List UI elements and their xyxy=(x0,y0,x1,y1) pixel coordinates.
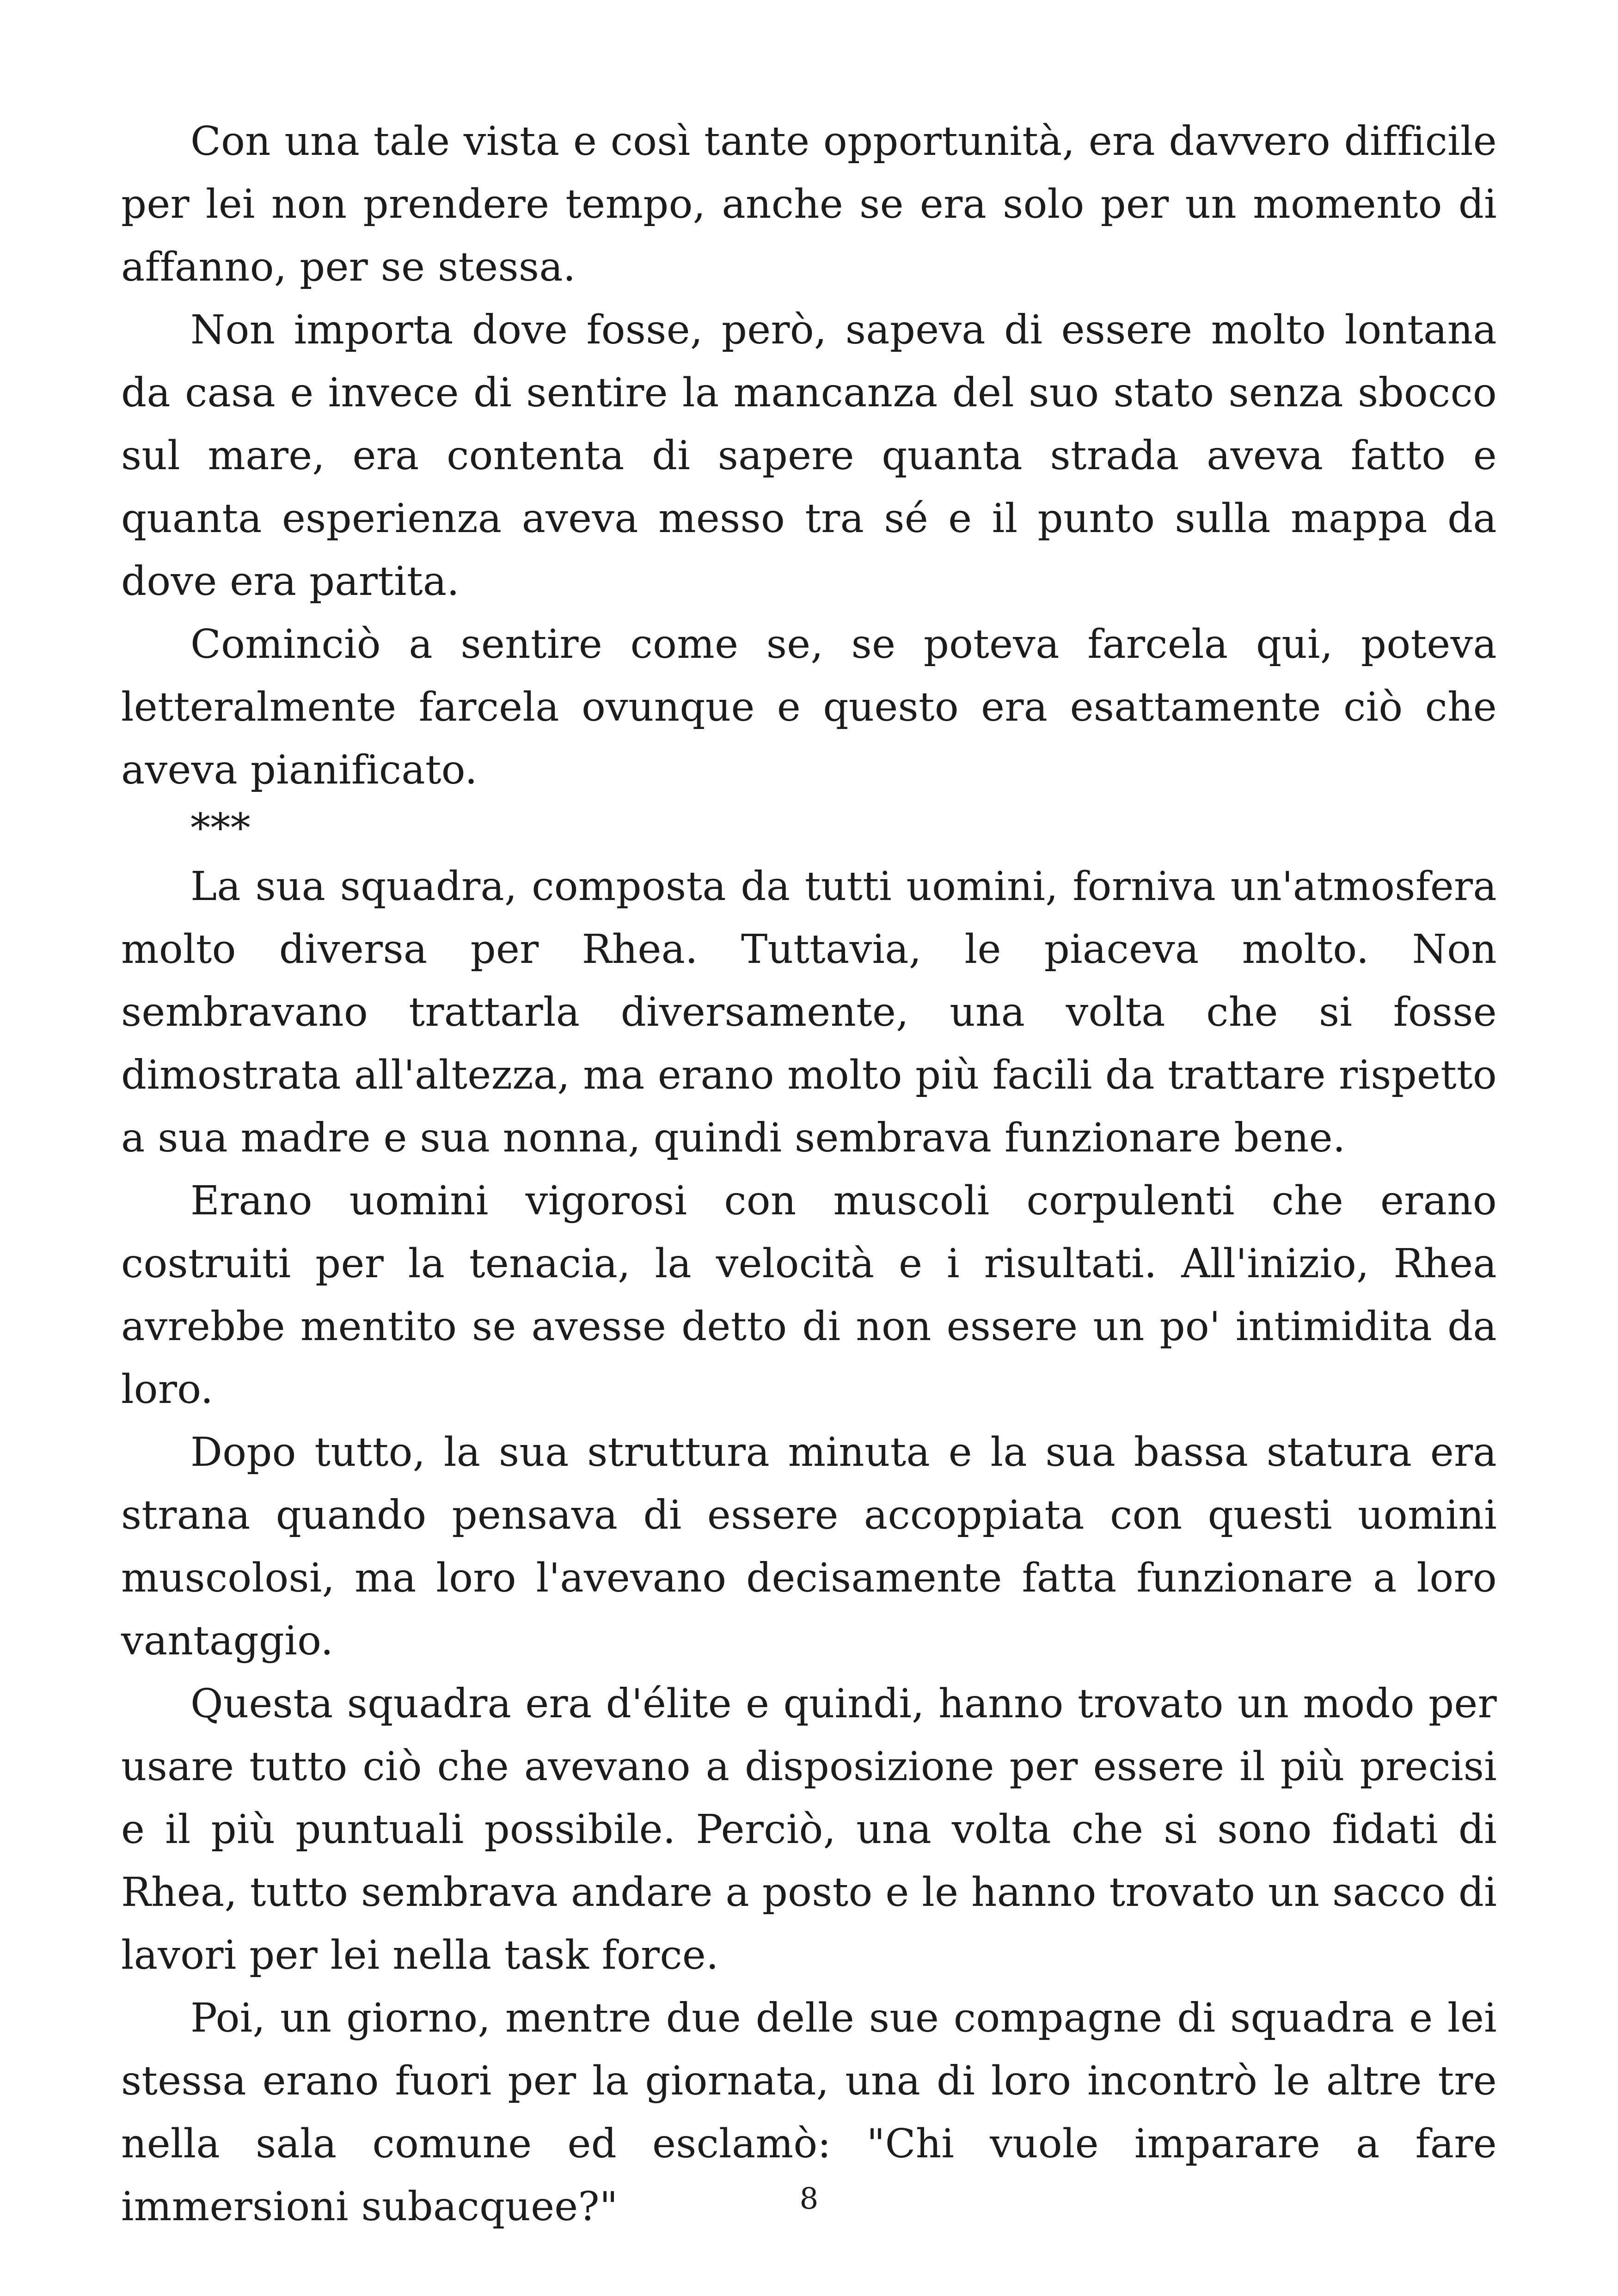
page-body xyxy=(121,110,1497,2238)
section-separator: *** xyxy=(190,805,251,851)
paragraph: Poi, un giorno, mentre due delle sue compagne di squadra e lei stessa erano fuori per la giornata, una di loro incontrò le altre tre nella sala comune ed esclamò: "Chi vuole imparare a fare immersioni subacquee?" xyxy=(121,1995,1497,2230)
paragraph: Erano uomini vigorosi con muscoli corpulenti che erano costruiti per la tenacia, la velocità e i risultati. All'inizio, Rhea avrebbe mentito se avesse detto di non essere un po' intimidita da loro. xyxy=(121,1178,1497,1413)
paragraph: Cominciò a sentire come se, se poteva farcela qui, poteva letteralmente farcela ovunque e questo era esattamente ciò che aveva pianificato. xyxy=(121,621,1497,793)
paragraph: Dopo tutto, la sua struttura minuta e la sua bassa statura era strana quando pensava di essere accoppiata con questi uomini muscolosi, ma loro l'avevano decisamente fatta funzionare a loro vantaggio. xyxy=(121,1429,1497,1664)
paragraph: Con una tale vista e così tante opportunità, era davvero difficile per lei non prendere tempo, anche se era solo per un momento di affanno, per se stessa. xyxy=(121,118,1497,290)
paragraph: La sua squadra, composta da tutti uomini, forniva un'atmosfera molto diversa per Rhea. Tuttavia, le piaceva molto. Non sembravano trattarla diversamente, una volta che si fosse dimostrata all'altezza, ma erano molto più facili da trattare rispetto a sua madre e sua nonna, quindi sembrava funzionare bene. xyxy=(121,863,1497,1161)
paragraph: Questa squadra era d'élite e quindi, hanno trovato un modo per usare tutto ciò che avevano a disposizione per essere il più precisi e il più puntuali possibile. Perciò, una volta che si sono fidati di Rhea, tutto sembrava andare a posto e le hanno trovato un sacco di lavori per lei nella task force. xyxy=(121,1681,1497,1978)
page-number: 8 xyxy=(799,2182,819,2216)
paragraph: Non importa dove fosse, però, sapeva di essere molto lontana da casa e invece di sentire la mancanza del suo stato senza sbocco sul mare, era contenta di sapere quanta strada aveva fatto e quanta esperienza aveva messo tra sé e il punto sulla mappa da dove era partita. xyxy=(121,307,1497,605)
